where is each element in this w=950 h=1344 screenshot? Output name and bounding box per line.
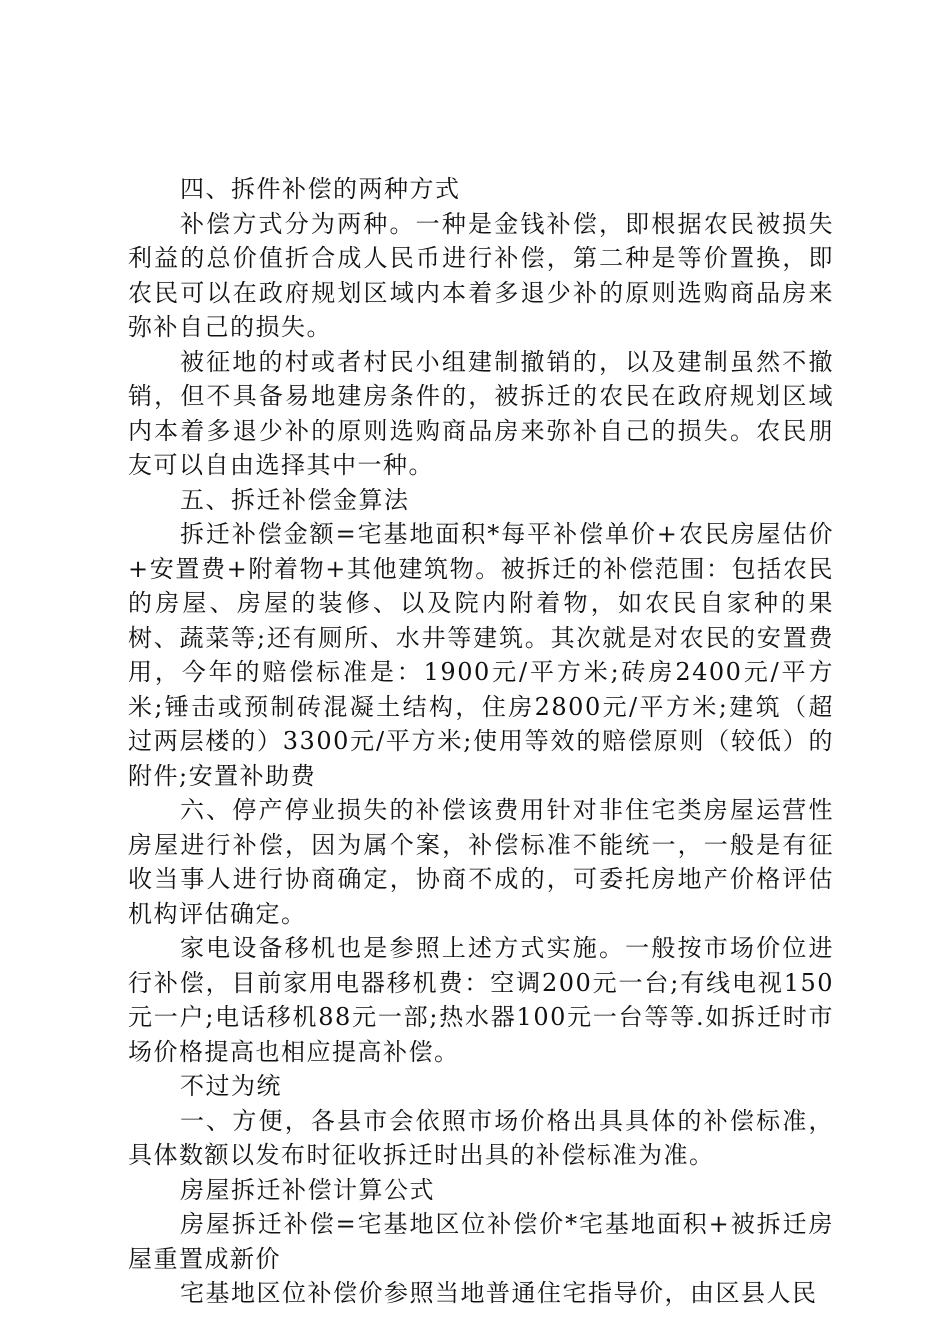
paragraph-short-note: 不过为统: [180, 1072, 282, 1100]
section-heading-four: 四、拆件补偿的两种方式: [180, 175, 461, 203]
paragraph-location-price: 宅基地区位补偿价参照当地普通住宅指导价，由区县人民: [180, 1279, 818, 1307]
paragraph-appliance-relocation: 家电设备移机也是参照上述方式实施。一般按市场价位进行补偿，目前家用电器移机费：空调200元一台;有线电视150元一户;电话移机88元一部;热水器100元一台等等.如拆迁时市场价格提高也相应提高补偿。: [128, 934, 834, 1066]
paragraph-formula: 房屋拆迁补偿=宅基地区位补偿价*宅基地面积+被拆迁房屋重置成新价: [128, 1210, 834, 1273]
document-body: [128, 172, 834, 1311]
paragraph-county-standards: 一、方便，各县市会依照市场价格出具具体的补偿标准，具体数额以发布时征收拆迁时出具的补偿标准为准。: [128, 1106, 834, 1169]
paragraph-business-loss: 六、停产停业损失的补偿该费用针对非住宅类房屋运营性房屋进行补偿，因为属个案，补偿标准不能统一，一般是有征收当事人进行协商确定，协商不成的，可委托房地产价格评估机构评估确定。: [128, 796, 834, 928]
section-heading-formula: 房屋拆迁补偿计算公式: [180, 1175, 435, 1204]
section-heading-five: 五、拆迁补偿金算法: [180, 485, 410, 514]
paragraph-land-requisition: 被征地的村或者村民小组建制撤销的，以及建制虽然不撤销，但不具备易地建房条件的，被拆迁的农民在政府规划区域内本着多退少补的原则选购商品房来弥补自己的损失。农民朋友可以自由选择其中一种。: [128, 347, 834, 479]
paragraph-compensation-formula: 拆迁补偿金额=宅基地面积*每平补偿单价+农民房屋估价+安置费+附着物+其他建筑物。被拆迁的补偿范围：包括农民的房屋、房屋的装修、以及院内附着物，如农民自家种的果树、蔬菜等;还有厕所、水井等建筑。其次就是对农民的安置费用，今年的赔偿标准是：1900元/平方米;砖房2400元/平方米;锤击或预制砖混凝土结构，住房2800元/平方米;建筑（超过两层楼的）3300元/平方米;使用等效的赔偿原则（较低）的附件;安置补助费: [128, 520, 834, 790]
paragraph-compensation-methods: 补偿方式分为两种。一种是金钱补偿，即根据农民被损失利益的总价值折合成人民币进行补偿，第二种是等价置换，即农民可以在政府规划区域内本着多退少补的原则选购商品房来弥补自己的损失。: [128, 209, 834, 341]
